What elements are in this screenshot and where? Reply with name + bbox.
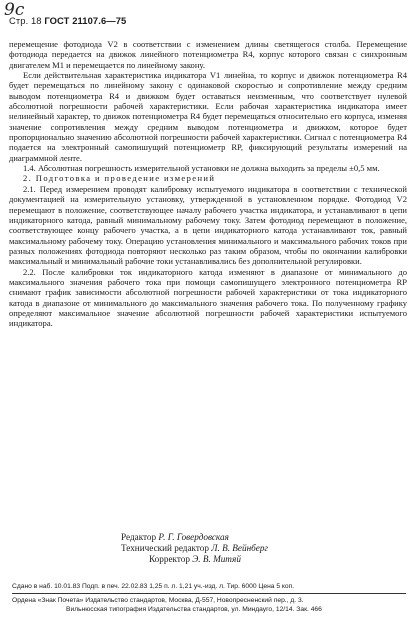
editor-name: Р. Г. Говердовская xyxy=(158,532,229,542)
tech-editor-line: Технический редактор Л. В. Вейнберг xyxy=(121,543,269,554)
standard-number: ГОСТ 21107.6—75 xyxy=(44,15,127,26)
page-number: Стр. 18 xyxy=(9,15,42,26)
credits-block xyxy=(0,532,416,566)
editor-line: Редактор Р. Г. Говердовская xyxy=(121,532,229,542)
imprint-print-data: Сдано в наб. 10.01.83 Подп. в печ. 22.02.83 1,25 п. л. 1,21 уч.-изд. л. Тир. 6000 Цена 5 коп. xyxy=(12,583,295,590)
handwritten-mark: 9c xyxy=(4,0,25,20)
paragraph-2-1: 2.1. Перед измерением проводят калибровку испытуемого индикатора в соответствии с технической документацией на измерительную установку, утвержденной в установленном порядке. Фотодиод V2 перемещают в положение, соответствующее началу рабочего участка индикатора, и устанавливают в цепи индикаторного катода, равный минимальному рабочему току. Затем фотодиод перемещают в положение, соответствующее концу рабочего участка, а в цепи индикаторного катода устанавливают ток, равный максимальному рабочему току. Операцию установления минимального и максимального рабочих токов при разных положениях фотодиода повторяют несколько раз таким образом, чтобы по окончании калибровки максимальный и минимальный рабочие токи устанавливались без дополнительной регулировки. xyxy=(9,183,407,267)
imprint-printer: Вильнюсская типография Издательства стандартов, ул. Миндауго, 12/14. Зак. 466 xyxy=(66,606,322,613)
paragraph-linear-characteristic: Если действительная характеристика индикатора V1 линейна, то корпус и движок потенциометра R4 будет перемещаться по линейному закону с одинаковой скоростью и сопротивление между средним выводом потенциометра R4 и движком будет оставаться неизменным, что соответствует нулевой абсолютной погрешности рабочей характеристики. Если рабочая характеристика индикатора имеет нелинейный характер, то движок потенциометра R4 будет перемещаться относительно его корпуса, изменяя значение сопротивления между средним выводом потенциометра и движком, которое будет пропорционально значению абсолютной погрешности рабочей характеристики. Сигнал с потенциометра R4 подается на электронный самопишущий потенциометр RP, фиксирующий результаты измерений на диаграммной ленте. xyxy=(9,70,407,163)
corrector-line: Корректор Э. В. Митяй xyxy=(149,554,241,565)
section-heading-2: 2. Подготовка и проведение измерений xyxy=(23,173,216,184)
paragraph-1-4: 1.4. Абсолютная погрешность измерительной установки не должна выходить за пределы ±0,5 мм. xyxy=(23,163,380,174)
page-header xyxy=(9,15,126,26)
tech-editor-name: Л. В. Вейнберг xyxy=(211,543,269,554)
imprint-block xyxy=(12,582,406,614)
corrector-name: Э. В. Митяй xyxy=(192,554,241,565)
document-body xyxy=(9,39,407,329)
imprint-publisher: Ордена «Знак Почета» Издательство стандартов, Москва, Д-557, Новопресненский пер., д. 3. xyxy=(12,593,406,605)
paragraph-2-2: 2.2. После калибровки ток индикаторного катода изменяют в диапазоне от минимального до максимального значения рабочего тока при помощи самопишущего электронного потенциометра RP снимают график зависимости абсолютной погрешности рабочей характеристики от тока индикаторного катода в диапазоне от минимального до максимального значения рабочего тока. По полученному графику определяют максимальное значение абсолютной погрешности рабочей характеристики испытуемого индикатора. xyxy=(9,266,407,329)
paragraph-continuation: перемещение фотодиода V2 в соответствии с изменением длины светящегося столба. Перемещение фотодиода передается на движок линейного потенциометра R4, корпус которого связан с синхронным двигателем M1 и перемещается по линейному закону. xyxy=(9,39,407,70)
